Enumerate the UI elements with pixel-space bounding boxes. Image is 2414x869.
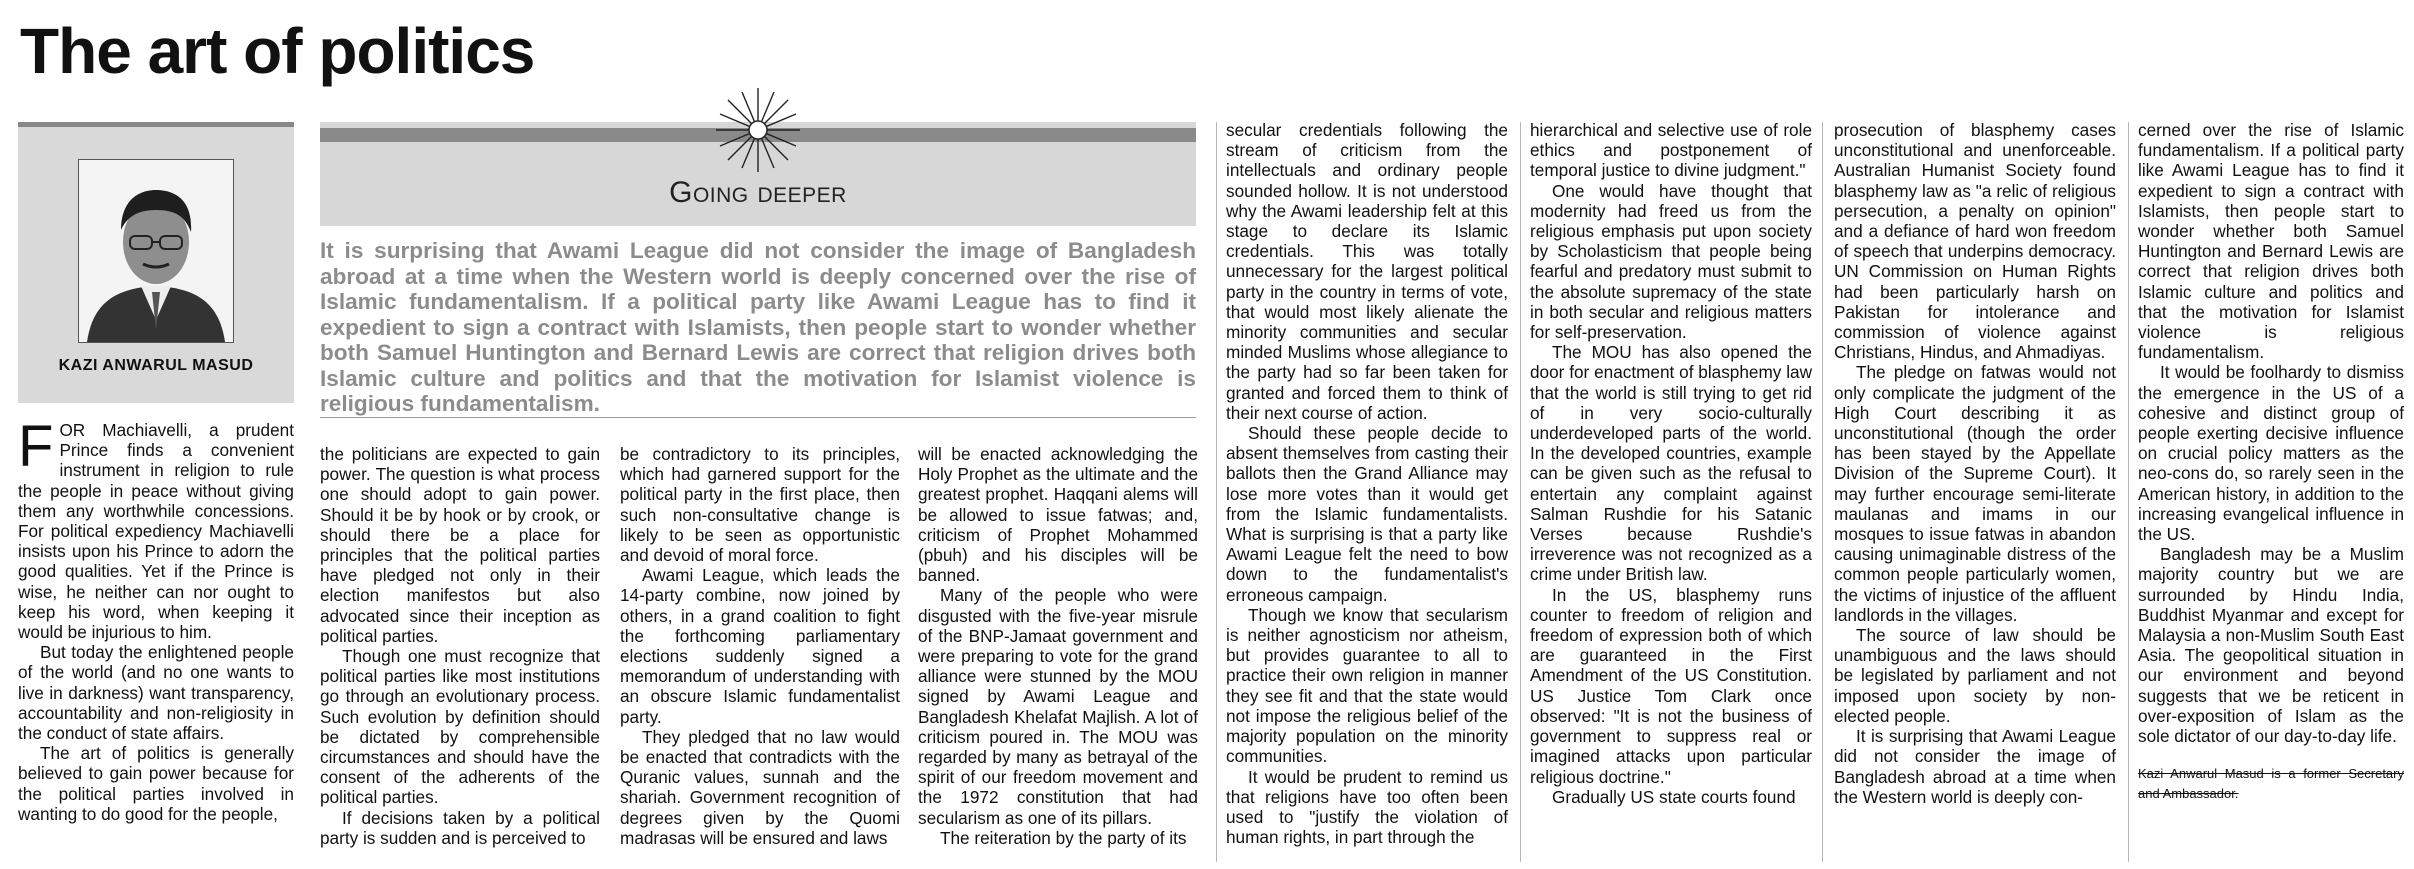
paragraph: secular credentials following the stream of criticism from the intellectuals and ordinary people sounded hollow. It is not understood why the Awami leadership felt at this stage to declare its Islamic credentials. This was totally unnecessary for the largest political party in the country in terms of vote, that would most likely alienate the minority communities and secular minded Muslims whose allegiance to the party had so far been taken for granted and forced them to think of their next course of action. <box>1226 120 1508 423</box>
headline: The art of politics <box>20 15 535 87</box>
article-column-8 <box>2138 120 2404 804</box>
article-column-1 <box>18 414 294 824</box>
paragraph-text: OR Machiavelli, a prudent Prince finds a convenient instrument in religion to rule the people in peace without giving them any worthwhile concessions. For political expediency Machiavelli insists upon his Prince to adorn the good qualities. Yet if the Prince is wise, he neither can nor ought to keep his word, when keeping it would be injurious to him. <box>18 420 294 643</box>
paragraph: cerned over the rise of Islamic fundamentalism. If a political party like Awami League has to find it expedient to sign a contract with Islamists, then people start to wonder whether both Samuel Huntington and Bernard Lewis are correct that religion drives both Islamic culture and politics and that the motivation for Islamist violence is religious fundamentalism. <box>2138 120 2404 363</box>
article-column-4 <box>918 444 1198 848</box>
author-name-text: KAZI ANWARUL MASUD <box>58 357 254 374</box>
paragraph: the politicians are expected to gain power. The question is what process one should adopt to gain power. Should it be by hook or by crook, or should there be a place for principles that the political parties have pledged not only in their election manifestos but also advocated since their inception as political parties. <box>320 444 600 646</box>
paragraph: It would be foolhardy to dismiss the emergence in the US of a cohesive and distinct group of people exerting decisive influence on crucial policy matters as the neo-cons do, so rarely seen in the American history, in addition to the increasing evangelical influence in the US. <box>2138 362 2404 545</box>
paragraph: It is surprising that Awami League did not consider the image of Bangladesh abroad at a time when the Western world is deeply con- <box>1834 726 2116 807</box>
pull-quote: It is surprising that Awami League did not consider the image of Bangladesh abroad at a time when the Western world is deeply concerned over the rise of Islamic fundamentalism. If a political party like Awami League has to find it expedient to sign a contract with Islamists, then people start to wonder whether both Samuel Huntington and Bernard Lewis are correct that religion drives both Islamic culture and politics and that the motivation for Islamist violence is religious fundamentalism. <box>320 238 1196 416</box>
article-column-2 <box>320 444 600 848</box>
paragraph: be contradictory to its principles, which had garnered support for the political party in the first place, then such non-consultative change is likely to be seen as opportunistic and devoid of moral force. <box>620 444 900 566</box>
article-column-7 <box>1834 120 2116 807</box>
paragraph: It would be prudent to remind us that religions have too often been used to "justify the violation of human rights, in part through the <box>1226 766 1508 848</box>
paragraph: Awami League, which leads the 14-party combine, now joined by others, in a grand coalition to fight the forthcoming parliamentary elections suddenly signed a memorandum of understanding with an obscure Islamic fundamentalist party. <box>620 565 900 727</box>
author-name <box>18 357 294 375</box>
author-box <box>18 122 294 403</box>
paragraph: The MOU has also opened the door for enactment of blasphemy law that the world is still trying to get rid of in very socio-culturally underdeveloped parts of the world. In the developed countries, example can be given such as the refusal to entertain any complaint against Salman Rushdie for his Satanic Verses because Rushdie's irreverence was not recognized as a crime under British law. <box>1530 342 1812 585</box>
going-deeper-title <box>320 176 1196 210</box>
going-deeper-banner <box>320 122 1196 226</box>
article-column-6 <box>1530 120 1812 807</box>
article-column-3 <box>620 444 900 848</box>
paragraph: Many of the people who were disgusted with the five-year misrule of the BNP-Jamaat government and were preparing to vote for the grand alliance were stunned by the MOU signed by Awami League and Bangladesh Khelafat Majlish. A lot of criticism poured in. The MOU was regarded by many as betrayal of the spirit of our freedom movement and the 1972 constitution that had secularism as one of its pillars. <box>918 585 1198 828</box>
column-rule <box>1216 122 1217 862</box>
pull-quote-rule <box>320 417 1196 418</box>
column-rule <box>1520 122 1521 862</box>
paragraph: One would have thought that modernity had freed us from the religious emphasis put upon society by Scholasticism that people being fearful and predatory must submit to the absolute supremacy of the state in both secular and religious matters for self-preservation. <box>1530 180 1812 343</box>
paragraph: Gradually US state courts found <box>1552 786 1796 807</box>
paragraph: prosecution of blasphemy cases unconstitutional and unenforceable. Australian Humanist Society found blasphemy law as "a relic of religious persecution, a penalty on opinion" and a defiance of hard won freedom of speech that underpins democracy. UN Commission on Human Rights had been particularly harsh on Pakistan for intolerance and commission of violence against Christians, Hindus, and Ahmadiyas. <box>1834 120 2116 363</box>
paragraph: The art of politics is generally believed to gain power because for the political parties involved in wanting to do good for the people, <box>18 743 294 824</box>
author-bio: Kazi Anwarul Masud is a former Secretary and Ambassador. <box>2138 766 2404 802</box>
starburst-icon <box>716 88 800 172</box>
column-rule <box>1822 122 1823 862</box>
paragraph: Though we know that secularism is neither agnosticism nor atheism, but provides guarantee to all to practice their own religion in manner they see fit and that the state would not impose the religious belief of the majority population on the minority communities. <box>1226 604 1508 767</box>
paragraph: The pledge on fatwas would not only complicate the judgment of the High Court describing it as unconstitutional (though the order has been stayed by the Appellate Division of the Supreme Court). It may further encourage semi-literate maulanas and imams in our mosques to issue fatwas in abandon causing unimaginable distress of the common people particularly women, the victims of injustice of the affluent landlords in the villages. <box>1834 362 2116 625</box>
column-rule <box>2128 122 2129 862</box>
paragraph: The source of law should be unambiguous and the laws should be legislated by parliament and not imposed upon society by non-elected people. <box>1834 625 2116 726</box>
going-deeper-title-text: Going deeper <box>669 176 847 209</box>
paragraph: Though one must recognize that political parties like most institutions go through an evolutionary process. Such evolution by definition should be dictated by comprehensible circumstances and should have the consent of the adherents of the political parties. <box>320 646 600 808</box>
paragraph <box>18 414 294 643</box>
paragraph: The reiteration by the party of its <box>940 827 1187 848</box>
paragraph: But today the enlightened people of the world (and no one wants to live in darkness) want transparency, accountability and non-religiosity in the conduct of state affairs. <box>18 642 294 744</box>
paragraph: hierarchical and selective use of role ethics and postponement of temporal justice to divine judgment." <box>1530 120 1812 181</box>
paragraph: Should these people decide to absent themselves from casting their ballots then the Grand Alliance may lose more votes than it would get from the Islamic fundamentalists. What is surprising is that a party like Awami League felt the need to bow down to the fundamentalist's erroneous campaign. <box>1226 423 1508 605</box>
paragraph: In the US, blasphemy runs counter to freedom of religion and freedom of expression both of which are guaranteed in the First Amendment of the US Constitution. US Justice Tom Clark once observed: "It is not the business of government to suppress real or imagined attacks upon particular religious doctrine." <box>1530 584 1812 787</box>
paragraph: will be enacted acknowledging the Holy Prophet as the ultimate and the greatest prophet. Haqqani alems will be allowed to issue fatwas; and, criticism of Prophet Mohammed (pbuh) and his disciples will be banned. <box>918 444 1198 586</box>
paragraph: Bangladesh may be a Muslim majority country but we are surrounded by Hindu India, Buddhist Myanmar and except for Malaysia a non-Muslim South East Asia. The geopolitical situation in our environment and beyond suggests that we be reticent in over-exposition of Islam as the sole dictator of our day-to-day life. <box>2138 544 2404 747</box>
drop-cap: F <box>18 414 54 479</box>
author-photo <box>78 159 234 343</box>
paragraph: They pledged that no law would be enacted that contradicts with the Quranic values, sunnah and the shariah. Government recognition of degrees given by the Quomi madrasas will be ensured and laws <box>620 726 900 848</box>
article-column-5 <box>1226 120 1508 847</box>
paragraph: If decisions taken by a political party is sudden and is perceived to <box>320 807 600 848</box>
author-portrait-icon <box>79 160 233 342</box>
